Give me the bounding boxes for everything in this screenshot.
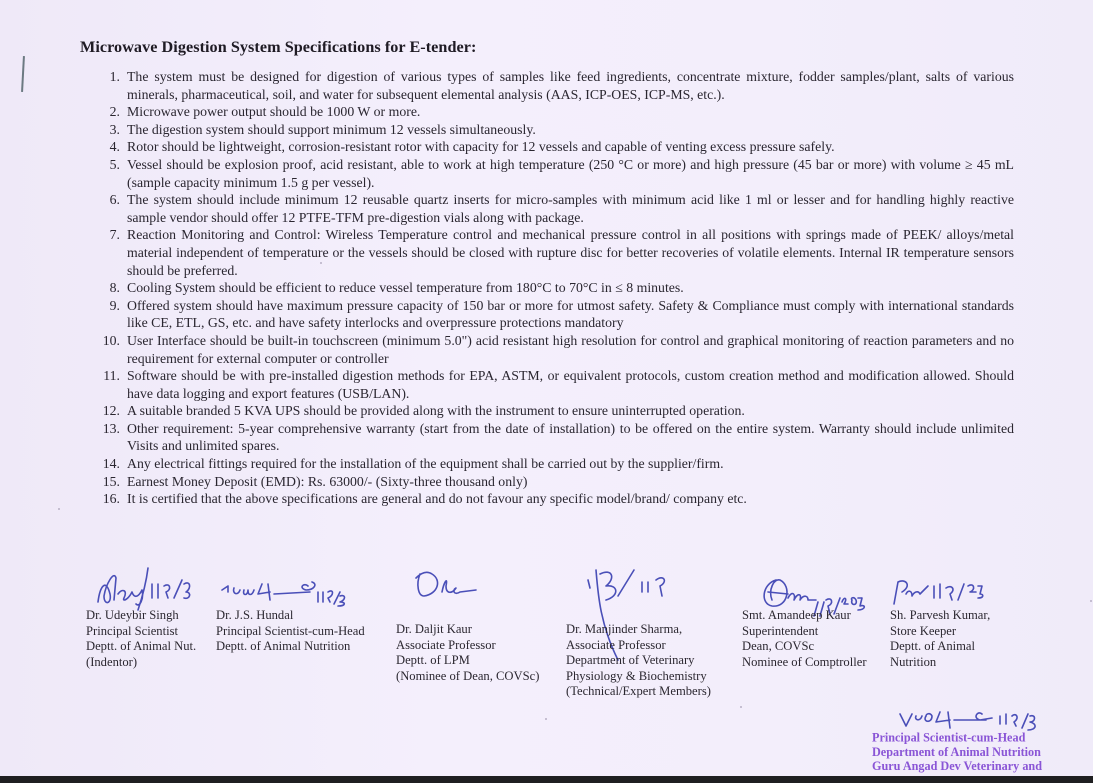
signatory-department: Deptt. of LPM: [396, 653, 470, 667]
item-text: Other requirement: 5-year comprehensive warranty (start from the date of installation) to be offered on the entire system. Warranty should include unlimited Visits and unlimited spares.: [127, 420, 1014, 454]
signatory-department: Deptt. of Animal: [890, 639, 975, 653]
signatory-name: Dr. Udeybir Singh: [86, 608, 179, 622]
signatory-name: Sh. Parvesh Kumar,: [890, 608, 991, 622]
specification-item: [96, 191, 1014, 226]
item-number: 13.: [102, 420, 120, 436]
signatory-block: [890, 608, 990, 670]
signatory-role: (Indentor): [86, 654, 138, 669]
specification-item: [96, 226, 1014, 279]
margin-pen-mark: [21, 56, 25, 92]
specification-item: [96, 121, 1014, 139]
signatory-block: [86, 608, 196, 670]
item-text: Vessel should be explosion proof, acid resistant, able to work at high temperature (250 °C or more) and high pressure (45 bar or more) with volume ≥ 45 mL (sample capacity minimum 1.5 g per vessel).: [127, 156, 1014, 190]
item-text: The system must be designed for digestion of various types of samples like feed ingredients, concentrate mixture, fodder samples/plant, salts of various minerals, pharmaceutical, soil, and water for subsequent elemental analysis (AAS, ICP-OES, ICP-MS, etc.).: [127, 69, 1014, 102]
signatory-designation: Principal Scientist: [86, 623, 178, 638]
signatory-name: Dr. Daljit Kaur: [396, 622, 472, 636]
signatory-name: Dr. Manjinder Sharma,: [566, 622, 683, 636]
signatory-department: Department of Veterinary: [566, 653, 695, 667]
item-text: The digestion system should support minimum 12 vessels simultaneously.: [127, 121, 536, 137]
item-number: 3.: [109, 121, 120, 137]
item-text: Cooling System should be efficient to reduce vessel temperature from 180°C to 70°C in ≤ 8 minutes.: [127, 280, 684, 296]
item-text: The system should include minimum 12 reusable quartz inserts for micro-samples with minimum acid like 1 ml or lesser and for handling highly reactive sample vendor should offer 12 PTFE-TFM pre-digestion vials along with package.: [127, 192, 1014, 225]
item-number: 8.: [109, 280, 120, 296]
specification-item: [96, 473, 1014, 491]
item-number: 1.: [109, 69, 120, 84]
item-text: Software should be with pre-installed digestion methods for EPA, ASTM, or equivalent protocols, custom creation method and modification allowed. Should have data logging and export features (USB/LAN).: [127, 368, 1014, 401]
item-text: It is certified that the above specifications are general and do not favour any specific model/brand/ company etc.: [127, 491, 747, 507]
item-number: 7.: [109, 227, 120, 243]
item-number: 16.: [102, 491, 120, 507]
item-number: 2.: [109, 104, 120, 120]
stamp-line: Guru Angad Dev Veterinary and: [872, 758, 1042, 773]
item-text: Reaction Monitoring and Control: Wireless Temperature control and mechanical pressure control in all positions with springs made of PEEK/ alloys/metal material independent of temperature or the vessels should be closed with rupture disc for better recoveries of volatile elements. Internal IR temperature sensors should be preferred.: [127, 227, 1014, 278]
item-text: Earnest Money Deposit (EMD): Rs. 63000/- (Sixty-three thousand only): [127, 473, 528, 489]
signatory-block: [566, 622, 711, 700]
specification-item: [96, 297, 1014, 332]
item-number: 12.: [102, 403, 120, 419]
signature-section: [0, 560, 1093, 698]
signatory-block: [216, 608, 365, 655]
item-text: Offered system should have maximum pressure capacity of 150 bar or more for utmost safety. Safety & Compliance must comply with international standards like CE, ETL, GS, etc. and have safety interlocks and overpressure protections mandatory: [127, 297, 1014, 331]
signatory-role: Nominee of Comptroller: [742, 654, 867, 669]
specification-item: [96, 455, 1014, 473]
item-number: 10.: [102, 332, 120, 348]
specification-item: [96, 103, 1014, 121]
specification-item: [96, 490, 1014, 508]
item-number: 15.: [102, 473, 120, 489]
stamp-line: Principal Scientist-cum-Head: [872, 729, 1026, 745]
bottom-bar: [0, 776, 1093, 783]
document-title: Microwave Digestion System Specifications for E-tender:: [80, 38, 477, 56]
signatory-department: Deptt. of Animal Nut.: [86, 639, 197, 653]
specification-item: [96, 367, 1014, 402]
specification-list: [96, 68, 1014, 508]
item-number: 5.: [109, 156, 120, 172]
signatory-department-cont: Physiology & Biochemistry: [566, 668, 707, 683]
signatory-name: Dr. J.S. Hundal: [216, 608, 294, 622]
handwritten-signature: [412, 568, 482, 602]
signatory-designation: Associate Professor: [566, 637, 666, 652]
item-text: A suitable branded 5 KVA UPS should be provided along with the instrument to ensure uninterrupted operation.: [127, 403, 745, 419]
specification-item: [96, 156, 1014, 191]
handwritten-signature: [218, 578, 348, 612]
signatory-designation: Store Keeper: [890, 623, 957, 638]
item-number: 6.: [109, 192, 120, 208]
official-stamp: [872, 731, 1042, 774]
signatory-role: (Nominee of Dean, COVSc): [396, 668, 540, 683]
scan-speck: [545, 718, 547, 720]
item-number: 4.: [109, 139, 120, 155]
signatory-designation: Superintendent: [742, 623, 819, 638]
specification-item: [96, 68, 1014, 103]
signatory-block: [396, 622, 539, 684]
item-text: User Interface should be built-in touchscreen (minimum 5.0") acid resistant high resolution for control and graphical monitoring of reaction parameters and no requirement for external computer or controller: [127, 332, 1014, 366]
signatory-department: Deptt. of Animal Nutrition: [216, 639, 351, 653]
handwritten-signature: [92, 564, 202, 612]
specification-item: [96, 402, 1014, 420]
scan-speck: [320, 262, 322, 264]
scan-speck: [58, 508, 60, 510]
specification-item: [96, 332, 1014, 367]
signatory-department: Dean, COVSc: [742, 639, 815, 653]
signatory-block: [742, 608, 867, 670]
scan-speck: [740, 706, 742, 708]
signatory-name: Smt. Amandeep Kaur: [742, 608, 851, 622]
specification-item: [96, 420, 1014, 455]
item-number: 9.: [109, 297, 120, 313]
signatory-designation: Principal Scientist-cum-Head: [216, 623, 365, 638]
stamp-line: Department of Animal Nutrition: [872, 744, 1041, 759]
item-text: Any electrical fittings required for the installation of the equipment shall be carried out by the supplier/firm.: [127, 456, 724, 472]
signatory-department-cont: Nutrition: [890, 654, 937, 669]
signatory-designation: Associate Professor: [396, 637, 496, 652]
item-text: Rotor should be lightweight, corrosion-resistant rotor with capacity for 12 vessels and capable of venting excess pressure safely.: [127, 139, 835, 155]
signatory-role: (Technical/Expert Members): [566, 684, 711, 698]
specification-item: [96, 138, 1014, 156]
scan-speck: [1090, 600, 1092, 602]
item-number: 14.: [102, 456, 120, 472]
item-number: 11.: [103, 368, 120, 384]
handwritten-signature: [888, 576, 988, 608]
item-text: Microwave power output should be 1000 W or more.: [127, 104, 421, 120]
specification-item: [96, 279, 1014, 297]
